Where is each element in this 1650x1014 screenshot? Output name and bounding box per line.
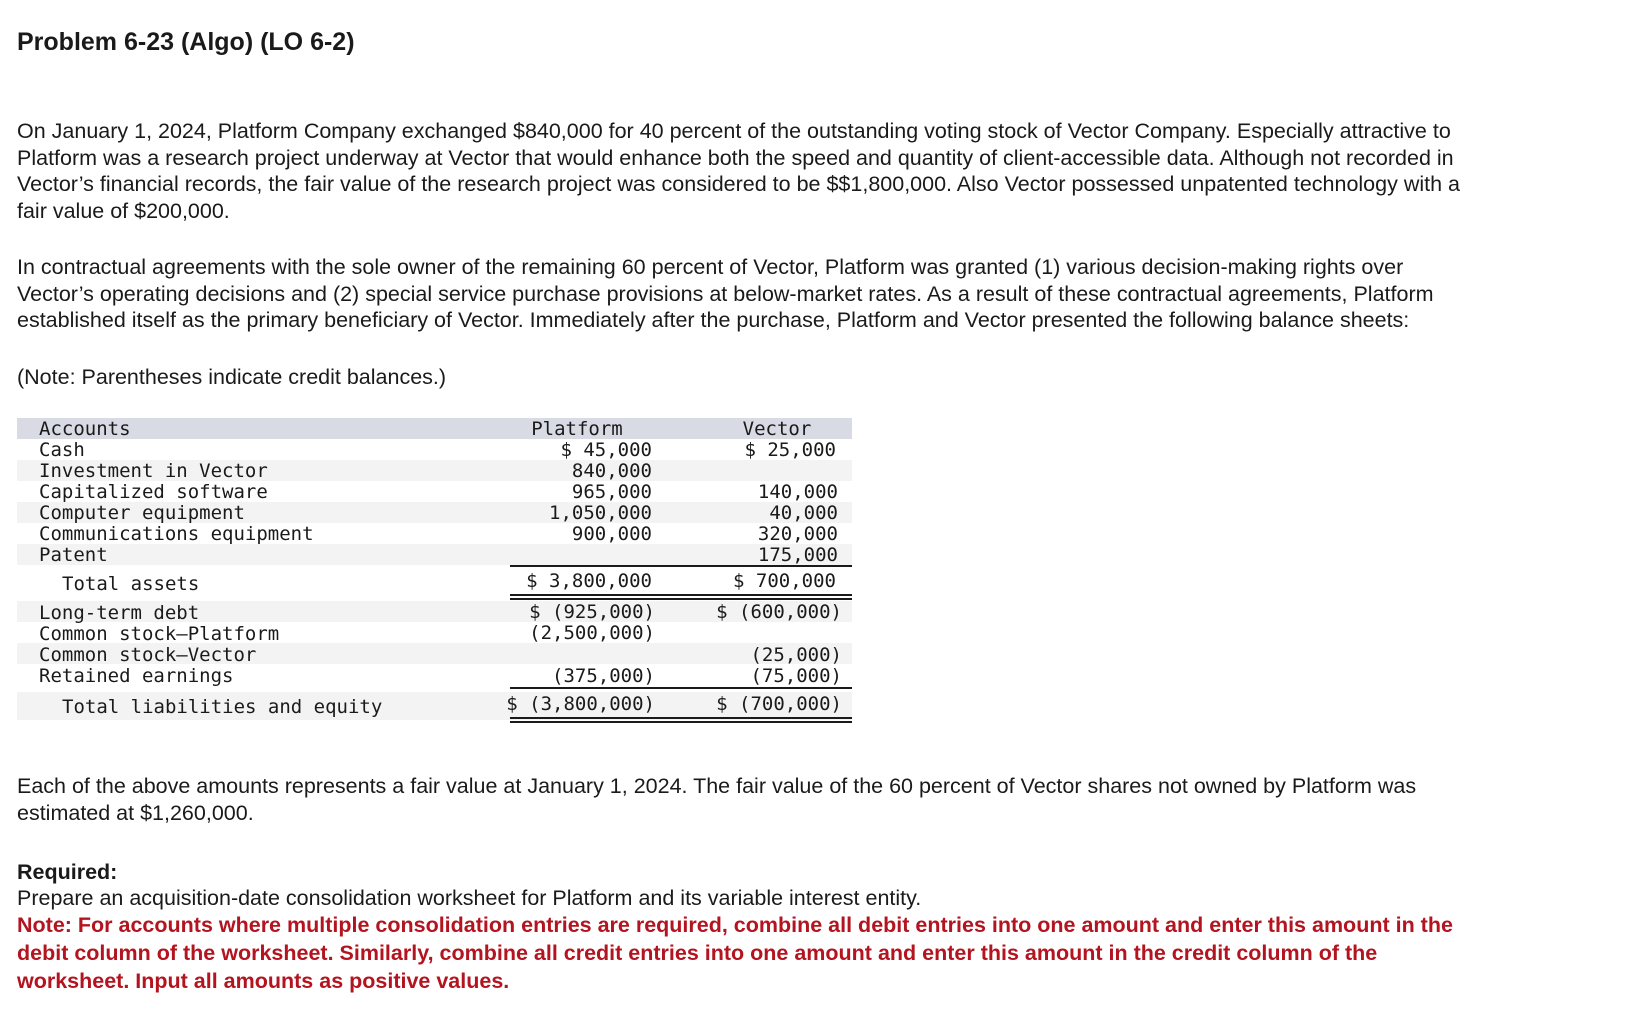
account-label: Common stock—Platform (39, 623, 280, 645)
total-liabilities-equity-label: Total liabilities and equity (62, 696, 383, 718)
account-label: Cash (39, 439, 85, 461)
total-assets-label: Total assets (62, 573, 200, 595)
contract-paragraph: In contractual agreements with the sole owner of the remaining 60 percent of Vector, Platform was granted (1) various decision-making rights over Vector’s operating decisions and (2) special service purchase provisions at below-market rates. As a result of these contractual agreements, Platform established itself as the primary beneficiary of Vector. Immediately after the purchase, Platform and Vector presented the following balance sheets: (17, 255, 1434, 332)
account-label: Retained earnings (39, 665, 234, 687)
platform-amount: 965,000 (571, 481, 652, 503)
fair-value-paragraph: Each of the above amounts represents a fair value at January 1, 2024. The fair value of the 60 percent of Vector shares not owned by Platform was estimated at $1,260,000. (17, 774, 1417, 825)
required-note: Note: For accounts where multiple consolidation entries are required, combine all debit entries into one amount and enter this amount in the debit column of the worksheet. Similarly, combine all credit entries into one amount and enter this amount in the credit column of the worksheet. Input all amounts as positive values. (17, 913, 1453, 993)
vector-total-liabilities-equity: $ (700,000) (716, 693, 842, 715)
vector-total-assets: $ 700,000 (733, 570, 836, 592)
platform-total-liabilities-equity: $ (3,800,000) (506, 693, 655, 715)
platform-amount: (2,500,000) (529, 622, 655, 644)
platform-amount: 1,050,000 (549, 502, 652, 524)
vector-amount: (75,000) (750, 665, 842, 687)
table-row-band (17, 544, 852, 565)
vector-amount: 40,000 (769, 502, 838, 524)
header-platform: Platform (531, 418, 623, 440)
total-double-rule (510, 598, 852, 600)
subtotal-rule (510, 565, 852, 567)
platform-total-assets: $ 3,800,000 (526, 570, 652, 592)
total-double-rule (510, 717, 852, 719)
required-heading: Required: (17, 860, 118, 884)
platform-amount: $ (925,000) (529, 601, 655, 623)
credit-balance-note: (Note: Parentheses indicate credit balances.) (17, 364, 447, 389)
subtotal-rule (510, 687, 852, 689)
vector-amount: 320,000 (757, 523, 838, 545)
total-double-rule (510, 721, 852, 723)
vector-amount: 140,000 (757, 481, 838, 503)
total-double-rule (510, 594, 852, 596)
header-vector: Vector (742, 418, 812, 440)
account-label: Investment in Vector (39, 460, 268, 482)
account-label: Patent (39, 544, 108, 566)
platform-amount: 900,000 (571, 523, 652, 545)
account-label: Communications equipment (39, 523, 314, 545)
platform-amount: (375,000) (552, 665, 655, 687)
header-accounts: Accounts (39, 418, 131, 440)
account-label: Capitalized software (39, 481, 268, 503)
account-label: Computer equipment (39, 502, 245, 524)
problem-page (17, 22, 1477, 995)
platform-amount: 840,000 (571, 460, 652, 482)
platform-amount: $ 45,000 (560, 439, 652, 461)
account-label: Common stock—Vector (39, 644, 257, 666)
vector-amount: 175,000 (757, 544, 838, 566)
intro-paragraph: On January 1, 2024, Platform Company exchanged $840,000 for 40 percent of the outstanding voting stock of Vector Company. Especially attractive to Platform was a research project underway at Vector that would enhance both the speed and quantity of client-accessible data. Although not recorded in Vector’s financial records, the fair value of the research project was considered to be $$1,800,000. Also Vector possessed unpatented technology with a fair value of $200,000. (17, 119, 1460, 223)
problem-title: Problem 6-23 (Algo) (LO 6-2) (17, 28, 355, 56)
required-text: Prepare an acquisition-date consolidation worksheet for Platform and its variable interest entity. (17, 886, 922, 910)
vector-amount: $ 25,000 (744, 439, 836, 461)
vector-amount: $ (600,000) (716, 601, 842, 623)
vector-amount: (25,000) (750, 644, 842, 666)
account-label: Long-term debt (39, 602, 200, 624)
balance-sheet-table (17, 418, 852, 740)
